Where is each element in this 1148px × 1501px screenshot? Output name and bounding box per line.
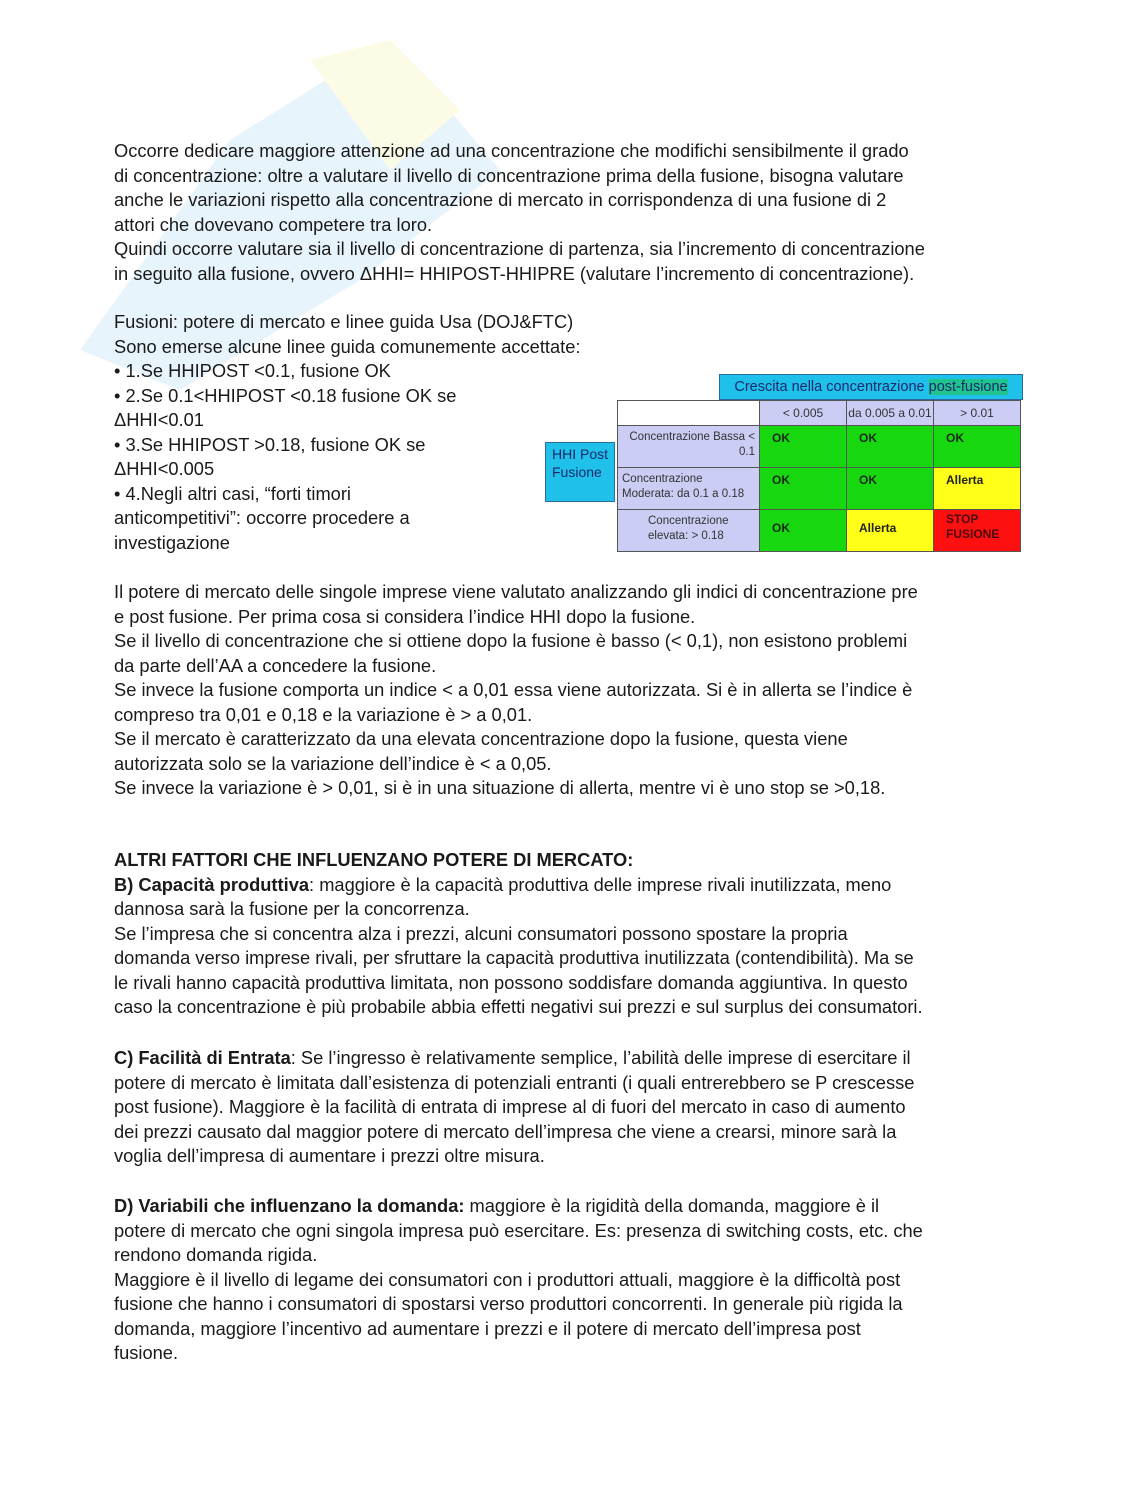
line-text: fusione.: [114, 1342, 179, 1363]
line-text: ΔHHI<0.005: [114, 458, 215, 479]
line-text: le rivali hanno capacità produttiva limitata, non possono soddisfare domanda aggiuntiva. In questo: [114, 971, 908, 993]
column-header: > 0.01: [934, 401, 1021, 426]
text-line: [114, 384, 580, 409]
text-line: [114, 580, 918, 605]
line-text: : Se l’ingresso è relativamente semplice, l’abilità delle imprese di esercitare il: [290, 1047, 911, 1068]
text-line: [114, 1292, 923, 1317]
line-text: Se il livello di concentrazione che si ottiene dopo la fusione è basso (< 0,1), non esistono problemi: [114, 630, 908, 651]
line-text: ΔHHI<0.01: [114, 409, 204, 430]
table-cell: OK: [934, 426, 1021, 468]
line-text: • 1.Se HHIPOST <0.1, fusione OK: [114, 360, 391, 381]
text-line: [114, 482, 580, 507]
text-line: [114, 678, 918, 703]
row-axis-label: HHI Post Fusione: [545, 442, 615, 502]
text-line: [114, 776, 918, 801]
paragraph-power: [114, 580, 918, 801]
bold-heading: D) Variabili che influenzano la domanda:: [114, 1195, 465, 1216]
text-line: [114, 1046, 914, 1071]
text-line: [114, 1194, 923, 1219]
figure-title: Crescita nella concentrazione post-fusione: [719, 374, 1023, 400]
table-cell: OK: [847, 468, 934, 510]
line-text: anticompetitivi”: occorre procedere a: [114, 507, 410, 528]
line-text: Se invece la fusione comporta un indice < a 0,01 essa viene autorizzata. Si è in allerta se l’indice è: [114, 679, 913, 700]
line-text: di concentrazione: oltre a valutare il livello di concentrazione prima della fusione, bisogna valutare: [114, 164, 904, 186]
bold-heading: B) Capacità produttiva: [114, 873, 310, 895]
text-line: [114, 629, 918, 654]
text-line: [114, 1341, 923, 1366]
text-line: [114, 457, 580, 482]
text-line: [114, 703, 918, 728]
text-line: [114, 213, 925, 238]
text-line: [114, 237, 925, 262]
line-text: domanda verso imprese rivali, per sfruttare la capacità produttiva inutilizzata (contendibilità). Ma se: [114, 947, 914, 968]
line-text: attori che dovevano competere tra loro.: [114, 213, 433, 235]
text-line: [114, 995, 923, 1020]
row-label: Concentrazione Bassa < 0.1: [618, 426, 760, 468]
table-cell: Allerta: [847, 510, 934, 552]
paragraph-guidelines: [114, 310, 580, 555]
text-line: [114, 139, 925, 164]
bold-heading: ALTRI FATTORI CHE INFLUENZANO POTERE DI MERCATO:: [114, 849, 634, 870]
hhi-merger-table-figure: [543, 372, 1023, 555]
line-text: investigazione: [114, 531, 230, 553]
line-text: Quindi occorre valutare sia il livello di concentrazione di partenza, sia l’incremento di concentrazione: [114, 238, 925, 259]
text-line: [114, 971, 923, 996]
line-text: • 3.Se HHIPOST >0.18, fusione OK se: [114, 433, 426, 455]
line-text: Sono emerse alcune linee guida comunemente accettate:: [114, 335, 581, 357]
line-text: • 2.Se 0.1<HHIPOST <0.18 fusione OK se: [114, 384, 457, 406]
line-text: Se l’impresa che si concentra alza i prezzi, alcuni consumatori possono spostare la propria: [114, 922, 848, 944]
text-line: [114, 1243, 923, 1268]
text-line: [114, 897, 923, 922]
line-text: Se invece la variazione è > 0,01, si è in una situazione di allerta, mentre vi è uno stop se >0,18.: [114, 777, 886, 798]
table-cell: OK: [760, 468, 847, 510]
line-text: voglia dell’impresa di aumentare i prezzi oltre misura.: [114, 1145, 545, 1166]
text-line: [114, 727, 918, 752]
text-line: [114, 1120, 914, 1145]
line-text: in seguito alla fusione, ovvero ΔHHI= HHIPOST-HHIPRE (valutare l’incremento di concentrazione).: [114, 262, 915, 284]
text-line: [114, 1317, 923, 1342]
text-line: [114, 946, 923, 971]
text-line: [114, 531, 580, 556]
text-line: [114, 335, 580, 360]
line-text: maggiore è la rigidità della domanda, maggiore è il: [464, 1195, 880, 1216]
row-label: Concentrazione elevata: > 0.18: [618, 510, 760, 552]
column-header: da 0.005 a 0.01: [847, 401, 934, 426]
text-line: [114, 922, 923, 947]
line-text: Se il mercato è caratterizzato da una elevata concentrazione dopo la fusione, questa viene: [114, 728, 848, 749]
column-header: < 0.005: [760, 401, 847, 426]
text-line: [114, 848, 923, 873]
paragraph-factors-d: [114, 1194, 923, 1366]
text-line: [114, 1268, 923, 1293]
text-line: [114, 873, 923, 898]
line-text: post fusione). Maggiore è la facilità di entrata di imprese al di fuori del mercato in caso di aumento: [114, 1096, 906, 1117]
paragraph-factors-c: [114, 1046, 914, 1169]
line-text: : maggiore è la capacità produttiva delle imprese rivali inutilizzata, meno: [309, 873, 892, 895]
text-line: [114, 506, 580, 531]
table-cell: Allerta: [934, 468, 1021, 510]
table-cell: STOP FUSIONE: [934, 510, 1021, 552]
line-text: Il potere di mercato delle singole imprese viene valutato analizzando gli indici di concentrazione pre: [114, 581, 918, 602]
table-cell: OK: [847, 426, 934, 468]
line-text: Maggiore è il livello di legame dei consumatori con i produttori attuali, maggiore è la difficoltà post: [114, 1268, 901, 1290]
text-line: [114, 605, 918, 630]
text-line: [114, 310, 580, 335]
hhi-table: [617, 400, 1021, 552]
line-text: potere di mercato è limitata dall’esistenza di potenziali entranti (i quali entrerebbero se P crescesse: [114, 1071, 915, 1093]
text-line: [114, 1219, 923, 1244]
line-text: anche le variazioni rispetto alla concentrazione di mercato in corrispondenza di una fusione di 2: [114, 189, 887, 210]
text-line: [114, 1095, 914, 1120]
text-line: [114, 164, 925, 189]
text-line: [114, 1071, 914, 1096]
text-line: [114, 752, 918, 777]
table-cell: OK: [760, 426, 847, 468]
paragraph-intro: [114, 139, 925, 286]
text-line: [114, 359, 580, 384]
line-text: caso la concentrazione è più probabile abbia effetti negativi sui prezzi e sul surplus dei consumatori.: [114, 996, 923, 1017]
line-text: domanda, maggiore l’incentivo ad aumentare i prezzi e il potere di mercato dell’impresa post: [114, 1317, 861, 1339]
text-line: [114, 262, 925, 287]
line-text: rendono domanda rigida.: [114, 1244, 318, 1265]
line-text: fusione che hanno i consumatori di spostarsi verso produttori concorrenti. In generale più rigida la: [114, 1293, 903, 1314]
text-line: [114, 188, 925, 213]
text-line: [114, 1144, 914, 1169]
text-line: [114, 433, 580, 458]
line-text: Occorre dedicare maggiore attenzione ad una concentrazione che modifichi sensibilmente il grado: [114, 140, 909, 161]
text-line: [114, 654, 918, 679]
row-label: Concentrazione Moderata: da 0.1 a 0.18: [618, 468, 760, 510]
line-text: potere di mercato che ogni singola impresa può esercitare. Es: presenza di switching costs, etc. che: [114, 1219, 923, 1241]
line-text: dannosa sarà la fusione per la concorrenza.: [114, 898, 470, 919]
line-text: e post fusione. Per prima cosa si considera l’indice HHI dopo la fusione.: [114, 605, 696, 627]
line-text: • 4.Negli altri casi, “forti timori: [114, 482, 351, 504]
text-line: [114, 408, 580, 433]
table-cell: OK: [760, 510, 847, 552]
line-text: dei prezzi causato dal maggior potere di mercato dell’impresa che viene a crearsi, minore sarà la: [114, 1120, 897, 1142]
line-text: compreso tra 0,01 e 0,18 e la variazione è > a 0,01.: [114, 703, 533, 725]
bold-heading: C) Facilità di Entrata: [114, 1047, 291, 1068]
line-text: da parte dell’AA a concedere la fusione.: [114, 654, 437, 676]
line-text: autorizzata solo se la variazione dell’indice è < a 0,05.: [114, 752, 552, 774]
paragraph-factors-b: [114, 848, 923, 1020]
line-text: Fusioni: potere di mercato e linee guida Usa (DOJ&FTC): [114, 311, 574, 332]
